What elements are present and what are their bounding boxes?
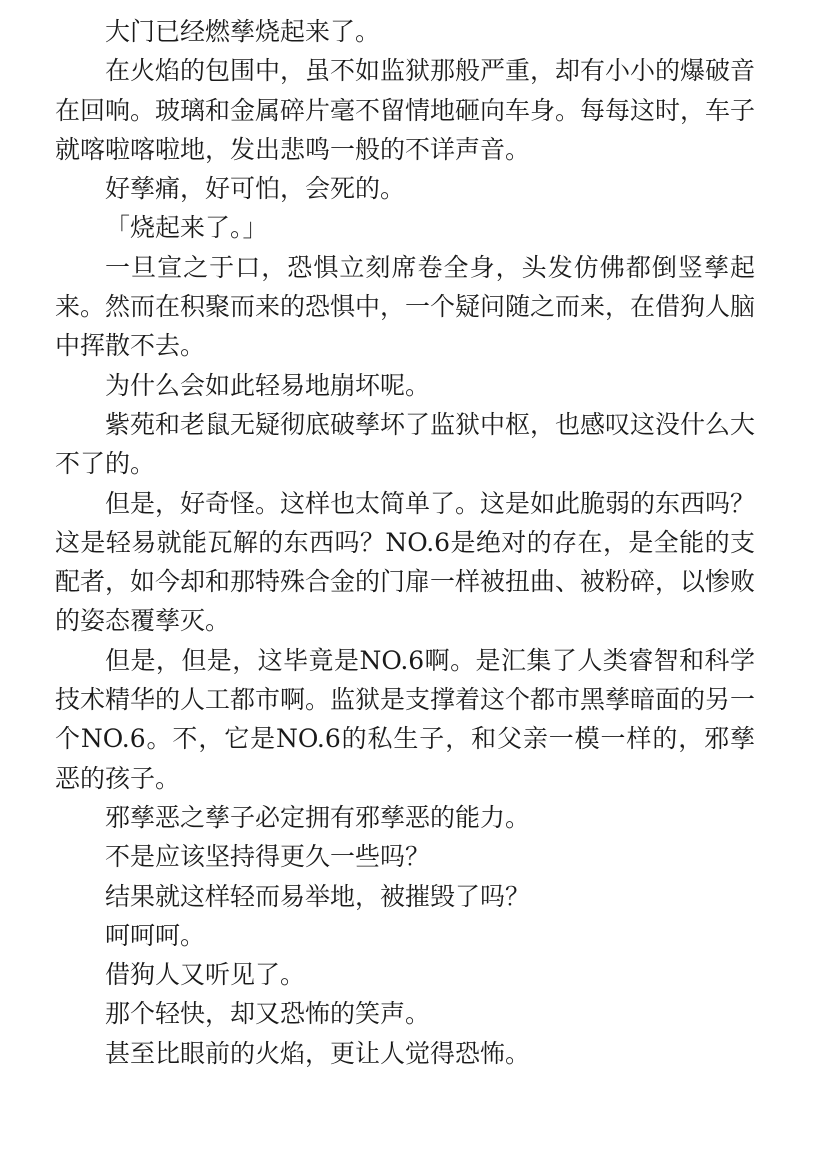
paragraph: 但是，好奇怪。这样也太简单了。这是如此脆弱的东西吗？这是轻易就能瓦解的东西吗？NO.6是绝对的存在，是全能的支配者，如今却和那特殊合金的门扉一样被扭曲、被粉碎，以惨败的姿态覆孳灭。 [55, 488, 756, 636]
paragraph: 在火焰的包围中，虽不如监狱那般严重，却有小小的爆破音在回响。玻璃和金属碎片毫不留情地砸向车身。每每这时，车子就喀啦喀啦地，发出悲鸣一般的不详声音。 [55, 56, 756, 164]
paragraph: 「烧起来了。」 [105, 213, 268, 243]
paragraph: 紫苑和老鼠无疑彻底破孳坏了监狱中枢，也感叹这没什么大不了的。 [55, 409, 756, 479]
paragraph: 邪孳恶之孳子必定拥有邪孳恶的能力。 [105, 802, 531, 832]
paragraph: 甚至比眼前的火焰，更让人觉得恐怖。 [105, 1038, 531, 1068]
paragraph: 大门已经燃孳烧起来了。 [105, 17, 381, 46]
paragraph: 为什么会如此轻易地崩坏呢。 [105, 370, 431, 400]
document-page [55, 12, 755, 1073]
paragraph: 不是应该坚持得更久一些吗？ [105, 842, 431, 872]
paragraph: 但是，但是，这毕竟是NO.6啊。是汇集了人类睿智和科学技术精华的人工都市啊。监狱是支撑着这个都市黑孳暗面的另一个NO.6。不，它是NO.6的私生子，和父亲一模一样的，邪孳恶的孩子。 [55, 645, 756, 793]
paragraph: 结果就这样轻而易举地，被摧毁了吗？ [105, 881, 531, 911]
paragraph: 好孳痛，好可怕，会死的。 [105, 174, 406, 204]
paragraph: 呵呵呵。 [105, 920, 206, 950]
paragraph: 借狗人又听见了。 [105, 960, 306, 990]
paragraph: 那个轻快，却又恐怖的笑声。 [105, 999, 431, 1029]
paragraph: 一旦宣之于口，恐惧立刻席卷全身，头发仿佛都倒竖孳起来。然而在积聚而来的恐惧中，一个疑问随之而来，在借狗人脑中挥散不去。 [55, 252, 756, 361]
